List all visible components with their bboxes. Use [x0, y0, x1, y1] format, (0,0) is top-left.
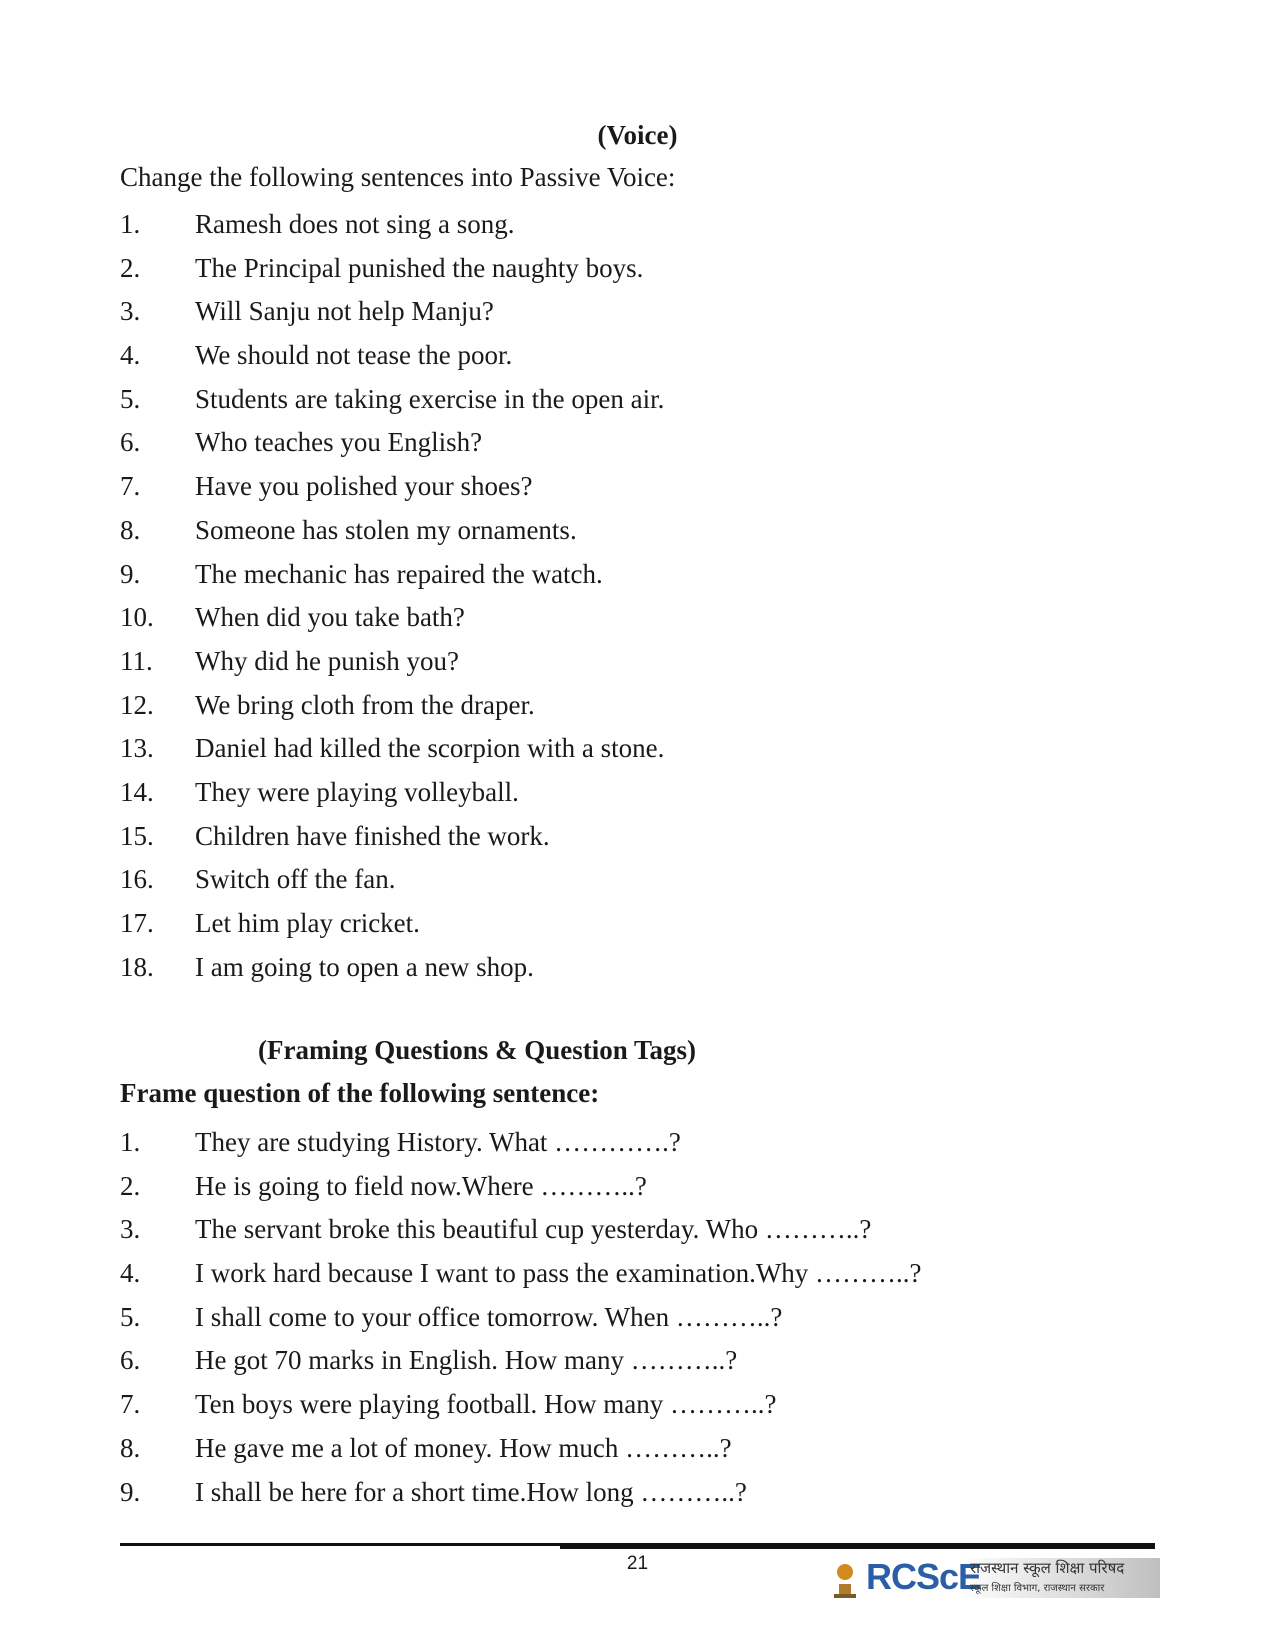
item-number: 8.: [120, 1432, 141, 1463]
section-heading-voice: (Voice): [597, 120, 678, 150]
item-text: We should not tease the poor.: [195, 340, 513, 371]
item-text: I am going to open a new shop.: [195, 951, 534, 982]
logo-brand-text: RCScE: [866, 1556, 982, 1597]
passive-voice-item: [120, 290, 664, 334]
item-text: I work hard because I want to pass the examination.Why ………..?: [195, 1258, 922, 1289]
logo-hindi-subtitle: स्कूल शिक्षा विभाग, राजस्थान सरकार: [970, 1583, 1105, 1594]
item-text: Students are taking exercise in the open air.: [195, 383, 665, 414]
item-number: 4.: [120, 340, 141, 371]
instruction-frame-question: Frame question of the following sentence:: [120, 1078, 600, 1108]
passive-voice-item: [120, 465, 664, 509]
item-number: 6.: [120, 427, 141, 458]
passive-voice-item: [120, 334, 664, 378]
item-text: They were playing volleyball.: [195, 776, 519, 807]
section-heading-framing-questions: (Framing Questions & Question Tags): [258, 1035, 697, 1065]
item-number: 10.: [120, 602, 154, 633]
passive-voice-item: [120, 727, 664, 771]
passive-voice-item: [120, 553, 664, 597]
footer-divider-thick: [560, 1546, 1155, 1549]
item-text: Switch off the fan.: [195, 864, 396, 895]
item-number: 15.: [120, 820, 154, 851]
item-number: 3.: [120, 1214, 141, 1245]
instruction-passive-voice: Change the following sentences into Passive Voice:: [120, 162, 676, 192]
item-number: 16.: [120, 864, 154, 895]
passive-voice-item: [120, 858, 664, 902]
item-text: He gave me a lot of money. How much ………..?: [195, 1432, 732, 1463]
item-number: 2.: [120, 1170, 141, 1201]
item-number: 18.: [120, 951, 154, 982]
item-number: 5.: [120, 1301, 141, 1332]
passive-voice-list: [120, 203, 664, 989]
item-number: 9.: [120, 558, 141, 589]
item-text: The Principal punished the naughty boys.: [195, 252, 644, 283]
item-text: When did you take bath?: [195, 602, 465, 633]
item-text: They are studying History. What ………….?: [195, 1127, 681, 1157]
item-text: I shall come to your office tomorrow. When ………..?: [195, 1301, 783, 1332]
item-number: 1.: [120, 209, 141, 239]
passive-voice-item: [120, 815, 664, 859]
item-text: We bring cloth from the draper.: [195, 689, 535, 720]
item-text: Children have finished the work.: [195, 820, 550, 851]
passive-voice-item: [120, 771, 664, 815]
item-number: 13.: [120, 733, 154, 764]
frame-question-item: [120, 1165, 922, 1209]
logo-hindi-title: राजस्थान स्कूल शिक्षा परिषद: [970, 1559, 1125, 1577]
item-number: 11.: [120, 645, 153, 676]
page-number: 21: [626, 1553, 649, 1574]
item-text: Someone has stolen my ornaments.: [195, 514, 577, 545]
item-number: 8.: [120, 514, 141, 545]
frame-question-item: [120, 1208, 922, 1252]
item-text: I shall be here for a short time.How long ………..?: [195, 1476, 747, 1507]
item-number: 1.: [120, 1127, 141, 1157]
frame-question-item: [120, 1121, 922, 1165]
item-number: 7.: [120, 1389, 141, 1420]
item-number: 4.: [120, 1258, 141, 1289]
national-emblem-icon: [830, 1554, 860, 1604]
item-number: 7.: [120, 471, 141, 502]
passive-voice-item: [120, 596, 664, 640]
passive-voice-item: [120, 640, 664, 684]
passive-voice-item: [120, 946, 664, 990]
item-text: He got 70 marks in English. How many ………..?: [195, 1345, 738, 1376]
item-number: 2.: [120, 252, 141, 283]
frame-question-list: [120, 1121, 922, 1514]
item-text: He is going to field now.Where ………..?: [195, 1170, 647, 1201]
item-text: Why did he punish you?: [195, 645, 459, 676]
item-text: Who teaches you English?: [195, 427, 483, 458]
item-number: 5.: [120, 383, 141, 414]
frame-question-item: [120, 1296, 922, 1340]
item-text: Daniel had killed the scorpion with a stone.: [195, 733, 665, 764]
item-number: 9.: [120, 1476, 141, 1507]
passive-voice-item: [120, 203, 664, 247]
passive-voice-item: [120, 509, 664, 553]
item-number: 17.: [120, 908, 154, 938]
frame-question-item: [120, 1383, 922, 1427]
item-number: 6.: [120, 1345, 141, 1376]
item-number: 3.: [120, 296, 141, 327]
frame-question-item: [120, 1471, 922, 1515]
item-text: Ten boys were playing football. How many ………..?: [195, 1389, 777, 1420]
frame-question-item: [120, 1427, 922, 1471]
item-text: Let him play cricket.: [195, 908, 420, 938]
passive-voice-item: [120, 247, 664, 291]
item-text: The mechanic has repaired the watch.: [195, 558, 603, 589]
item-number: 14.: [120, 776, 154, 807]
item-text: Ramesh does not sing a song.: [195, 209, 515, 239]
frame-question-item: [120, 1252, 922, 1296]
item-text: The servant broke this beautiful cup yesterday. Who ………..?: [195, 1214, 872, 1245]
frame-question-item: [120, 1339, 922, 1383]
passive-voice-item: [120, 684, 664, 728]
item-text: Have you polished your shoes?: [195, 471, 533, 502]
passive-voice-item: [120, 378, 664, 422]
item-text: Will Sanju not help Manju?: [195, 296, 494, 327]
passive-voice-item: [120, 421, 664, 465]
rcsce-logo: [830, 1554, 1160, 1604]
item-number: 12.: [120, 689, 154, 720]
passive-voice-item: [120, 902, 664, 946]
